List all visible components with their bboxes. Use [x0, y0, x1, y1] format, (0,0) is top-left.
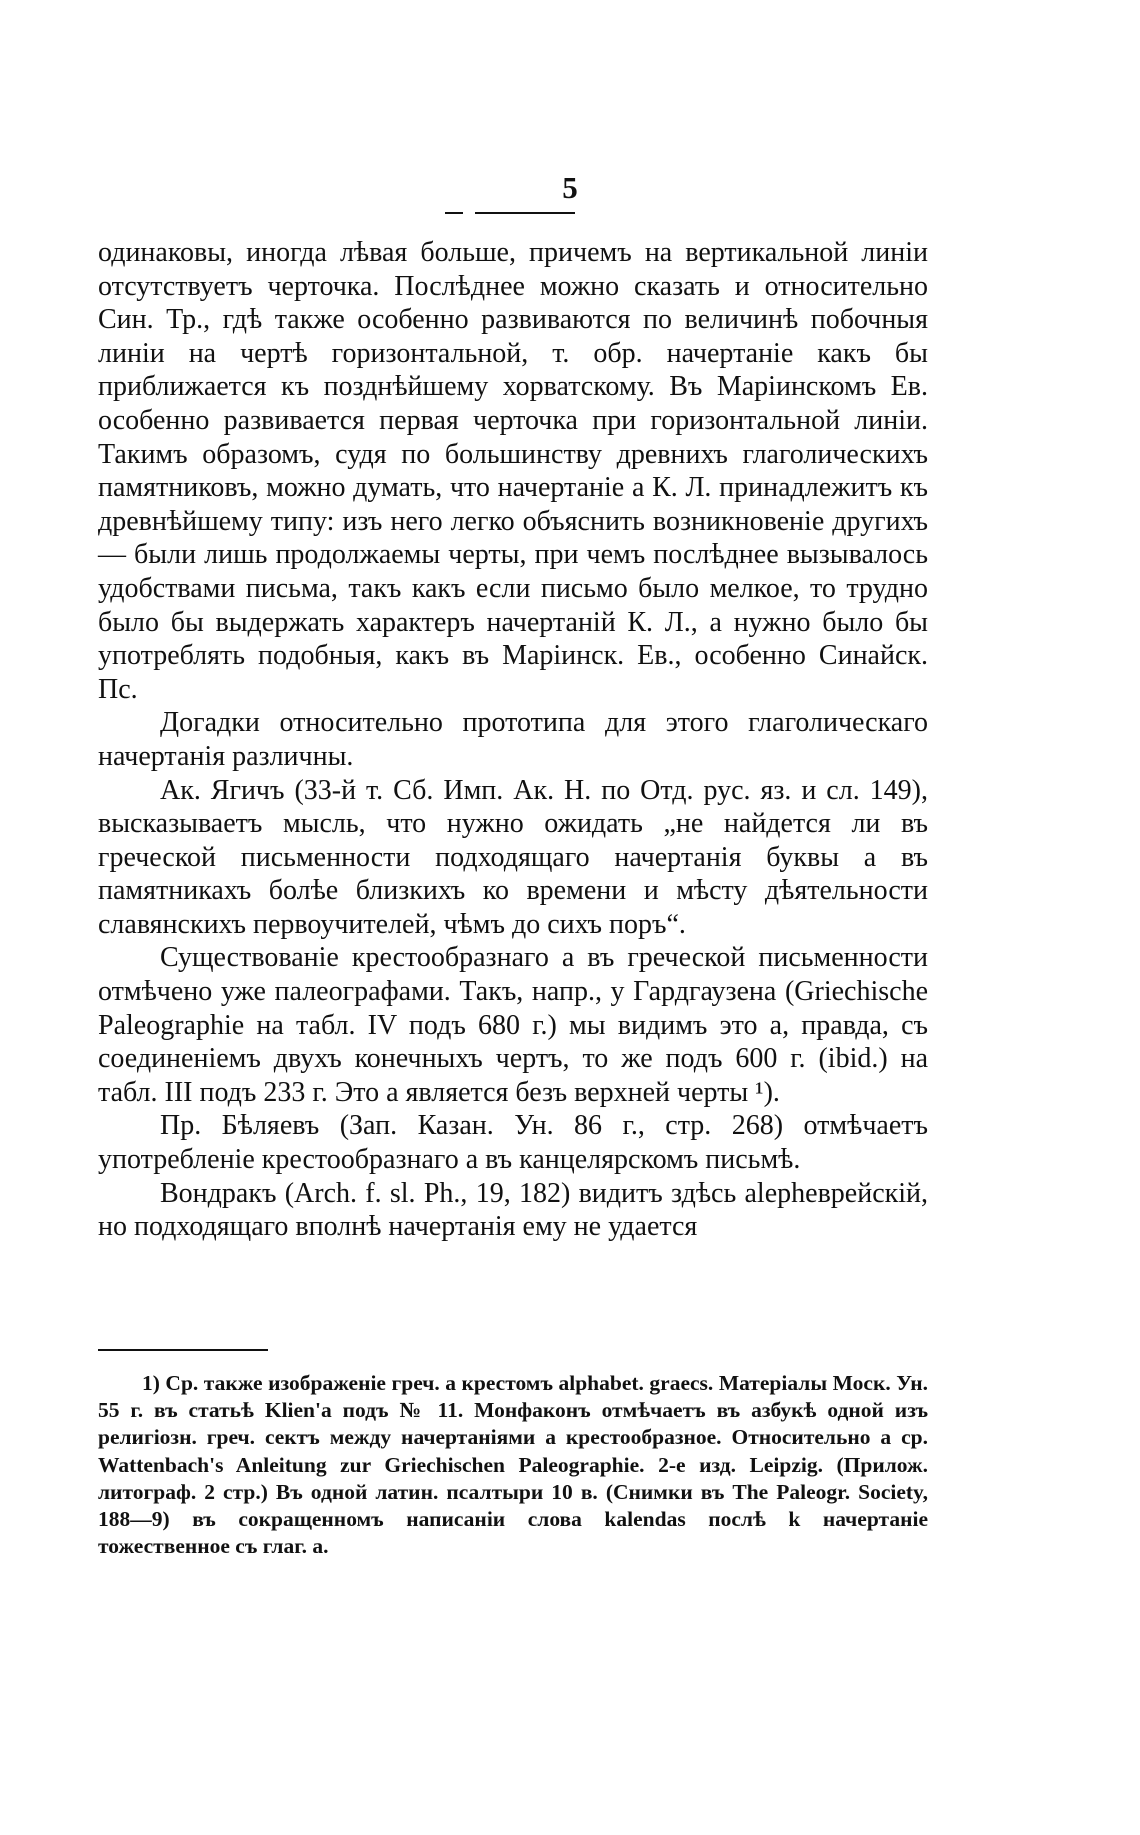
paragraph: Существованіе крестообразнаго а въ греческой письменности отмѣчено уже палеографами. Такъ, напр., у Гардгаузена (Griechische Paleographie на табл. IV подъ 680 г.) мы видимъ это а, правда, съ соединеніемъ двухъ конечныхъ чертъ, то же подъ 600 г. (ibid.) на табл. III подъ 233 г. Это а является безъ верхней черты ¹). [98, 942, 928, 1108]
footnotes [98, 1370, 928, 1560]
page-number: 5 [562, 170, 578, 205]
paragraph: Догадки относительно прототипа для этого глаголическаго начертанія различны. [98, 707, 928, 772]
paragraph: Пр. Бѣляевъ (Зап. Казан. Ун. 86 г., стр. 268) отмѣчаетъ употребленіе крестообразнаго а въ канцелярскомъ письмѣ. [98, 1110, 928, 1176]
paragraph: одинаковы, иногда лѣвая больше, причемъ на вертикальной линіи отсутствуетъ черточка. Послѣднее можно сказать и относительно Син. Тр., гдѣ также особенно развиваются по величинѣ побочныя линіи на чертѣ горизонтальной, т. обр. начертаніе какъ бы приближается къ позднѣйшему хорватскому. Въ Маріинскомъ Ев. особенно развивается первая черточка при горизонтальной линіи. Такимъ образомъ, судя по большинству древнихъ глаголическихъ памятниковъ, можно думать, что начертаніе а К. Л. принадлежитъ къ древнѣйшему типу: изъ него легко объяснить возникновеніе другихъ — были лишь продолжаемы черты, при чемъ послѣднее вызывалось удобствами письма, такъ какъ если письмо было мелкое, то трудно было бы выдержать характеръ начертаній К. Л., а нужно было бы употреблять подобныя, какъ въ Маріинск. Ев., особенно Синайск. Пс. [98, 237, 928, 705]
page-number-rule-left [445, 212, 463, 214]
main-text [98, 236, 928, 1244]
footnote: 1) Ср. также изображеніе греч. а крестомъ alphabet. graecs. Матеріалы Моск. Ун. 55 г. въ статьѣ Klien'а подъ № 11. Монфаконъ отмѣчаетъ въ азбукѣ одной изъ религіозн. греч. сектъ между начертаніями а крестообразное. Относительно а ср. Wattenbach's Anleitung zur Griechischen Paleographie. 2-е изд. Leipzig. (Прилож. литограф. 2 стр.) Въ одной латин. псалтыри 10 в. (Снимки въ The Paleogr. Society, 188—9) въ сокращенномъ написаніи слова kalendas послѣ k начертаніе тожественное съ глаг. а. [98, 1371, 928, 1559]
page-number-rule [475, 212, 575, 214]
paragraph: Вондракъ (Arch. f. sl. Ph., 19, 182) видитъ здѣсь alephеврейскій, но подходящаго вполнѣ начертанія ему не удается [98, 1177, 928, 1243]
footnote-rule [98, 1349, 268, 1351]
paragraph: Ак. Ягичъ (33-й т. Сб. Имп. Ак. Н. по Отд. рус. яз. и сл. 149), высказываетъ мысль, что нужно ожидать „не найдется ли въ греческой письменности подходящаго начертанія буквы а въ памятникахъ болѣе близкихъ ко времени и мѣсту дѣятельности славянскихъ первоучителей, чѣмъ до сихъ поръ“. [98, 774, 928, 940]
